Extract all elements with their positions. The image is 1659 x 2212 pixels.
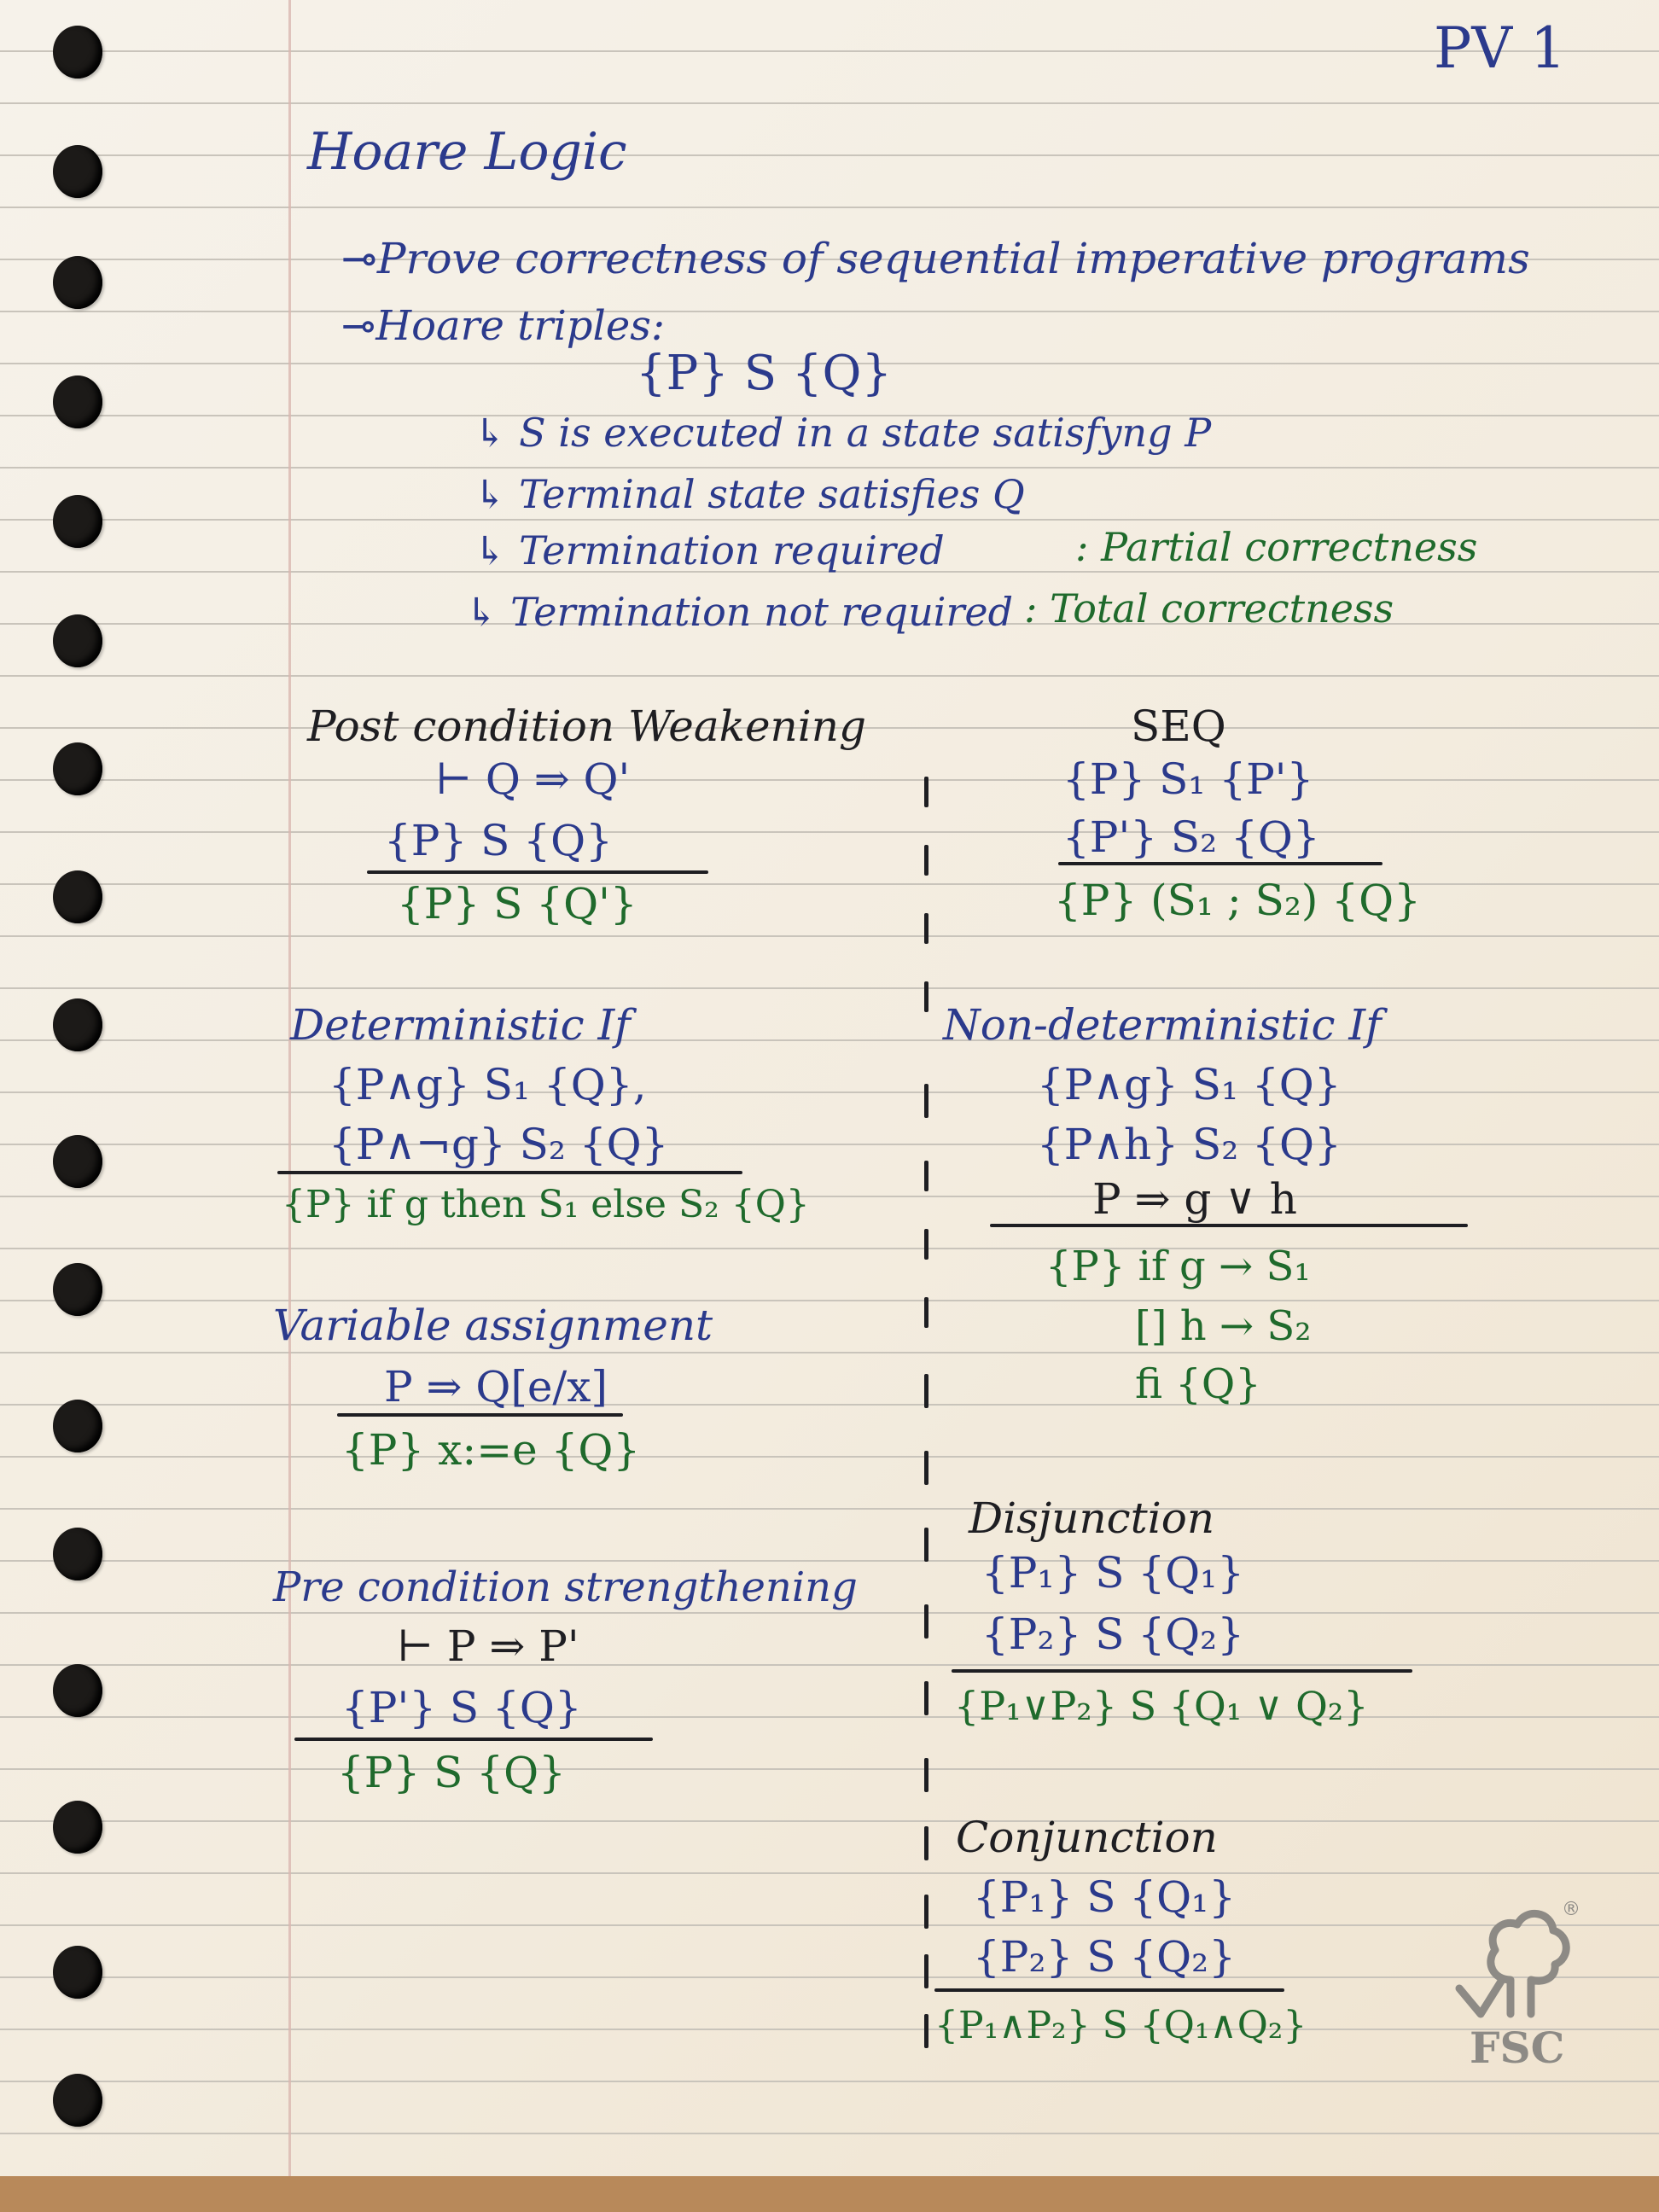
inference-bar [367,870,708,874]
binder-hole [53,1664,102,1717]
divider-dash [924,1528,928,1562]
intro-sub-2-text: Terminal state satisfies Q [519,471,1025,517]
nondet-if-premise-1: {P∧g} S₁ {Q} [1037,1060,1342,1109]
rule-title-disjunction: Disjunction [969,1493,1215,1543]
divider-dash [924,1297,928,1328]
post-weakening-premise-1: ⊢ Q ⇒ Q' [435,754,631,804]
rule-title-post-weakening: Post condition Weakening [307,701,866,751]
disjunction-conclusion: {P₁∨P₂} S {Q₁ ∨ Q₂} [954,1683,1369,1729]
inference-bar [934,1988,1284,1992]
assign-conclusion: {P} x:=e {Q} [341,1425,641,1475]
conjunction-premise-1: {P₁} S {Q₁} [973,1872,1237,1922]
rule-title-assign: Variable assignment [273,1301,713,1350]
nondet-if-conclusion-3: fi {Q} [1135,1360,1261,1408]
divider-dash [924,845,928,876]
binder-hole [53,1135,102,1188]
divider-dash [924,1826,928,1860]
binder-hole [53,998,102,1051]
divider-dash [924,1229,928,1260]
divider-dash [924,2014,928,2048]
margin-line [288,0,291,2176]
rule-title-pre-strengthening: Pre condition strengthening [273,1563,858,1611]
conjunction-premise-2: {P₂} S {Q₂} [973,1932,1237,1982]
binder-hole [53,256,102,309]
inference-bar [277,1171,742,1174]
divider-dash [924,1374,928,1408]
divider-dash [924,1161,928,1191]
intro-sub-1-text: S is executed in a state satisfyng P [519,410,1212,456]
fsc-label: FSC [1470,2023,1565,2073]
inference-bar [990,1224,1468,1227]
pre-strengthening-conclusion: {P} S {Q} [337,1748,566,1797]
post-weakening-premise-2: {P} S {Q} [384,816,613,865]
sub-arrow-icon: ↳ [474,471,520,517]
pre-strengthening-premise-2: {P'} S {Q} [341,1683,582,1732]
det-if-premise-1: {P∧g} S₁ {Q}, [329,1060,647,1109]
divider-dash [924,1084,928,1118]
rule-title-nondet-if: Non-deterministic If [943,1000,1382,1050]
nondet-if-conclusion-1: {P} if g → S₁ [1045,1243,1311,1290]
rule-title-det-if: Deterministic If [290,1000,631,1050]
intro-bullet-2-text: Hoare triples: [375,302,666,350]
binder-hole [53,1946,102,1999]
sub-arrow-icon: ↳ [474,410,520,456]
conjunction-conclusion: {P₁∧P₂} S {Q₁∧Q₂} [934,2004,1307,2047]
seq-conclusion: {P} (S₁ ; S₂) {Q} [1054,876,1421,925]
divider-dash [924,1451,928,1485]
divider-dash [924,981,928,1012]
divider-dash [924,1758,928,1792]
det-if-premise-2: {P∧¬g} S₂ {Q} [329,1120,669,1169]
divider-dash [924,1895,928,1929]
rule-title-conjunction: Conjunction [956,1813,1218,1862]
binder-hole [53,495,102,548]
divider-dash [924,1681,928,1715]
binder-hole [53,1528,102,1580]
page-tag: PV 1 [1434,15,1567,81]
intro-sub-4-label: Termination not required [510,589,1014,635]
partial-correctness: : Partial correctness [1075,524,1478,570]
inference-bar [294,1738,653,1741]
inference-bar [1058,862,1382,865]
nondet-if-conclusion-2: [] h → S₂ [1135,1302,1312,1350]
intro-bullet-2 [341,302,666,350]
rule-title-seq: SEQ [1131,701,1226,751]
det-if-conclusion: {P} if g then S₁ else S₂ {Q} [282,1183,810,1226]
binder-hole [53,870,102,923]
nondet-if-premise-3: P ⇒ g ∨ h [1092,1174,1297,1224]
disjunction-premise-2: {P₂} S {Q₂} [981,1610,1245,1659]
disjunction-premise-1: {P₁} S {Q₁} [981,1548,1245,1598]
sub-arrow-icon: ↳ [465,589,511,635]
binder-hole [53,2074,102,2127]
divider-dash [924,1604,928,1639]
binder-hole [53,1400,102,1452]
nondet-if-premise-2: {P∧h} S₂ {Q} [1037,1120,1342,1169]
post-weakening-conclusion: {P} S {Q'} [397,879,637,928]
divider-dash [924,777,928,807]
hoare-triple: {P} S {Q} [636,346,893,401]
seq-premise-1: {P} S₁ {P'} [1062,754,1314,804]
total-correctness: : Total correctness [1024,585,1394,632]
binder-hole [53,375,102,428]
intro-sub-2 [474,471,1025,517]
pre-strengthening-premise-1: ⊢ P ⇒ P' [397,1621,579,1671]
intro-bullet-1 [341,234,1530,283]
binder-hole [53,1263,102,1316]
arrow-bullet-icon: ⊸ [341,302,376,350]
intro-sub-4 [465,589,1014,635]
fsc-tree-icon [1442,1895,1579,2023]
inference-bar [952,1669,1412,1673]
registered-mark: ® [1562,1899,1580,1920]
page-title: Hoare Logic [307,122,627,182]
binder-hole [53,1801,102,1854]
intro-sub-3 [474,527,945,573]
binder-hole [53,614,102,667]
arrow-bullet-icon: ⊸ [341,234,377,283]
binder-hole [53,145,102,198]
seq-premise-2: {P'} S₂ {Q} [1062,812,1320,862]
assign-premise: P ⇒ Q[e/x] [384,1362,608,1412]
sub-arrow-icon: ↳ [474,527,520,573]
binder-hole [53,742,102,795]
divider-dash [924,1954,928,1988]
intro-sub-1 [474,410,1212,456]
intro-sub-3-label: Termination required [519,527,945,573]
binder-hole [53,26,102,79]
divider-dash [924,913,928,944]
intro-bullet-1-text: Prove correctness of sequential imperative programs [376,234,1530,283]
inference-bar [337,1413,623,1417]
